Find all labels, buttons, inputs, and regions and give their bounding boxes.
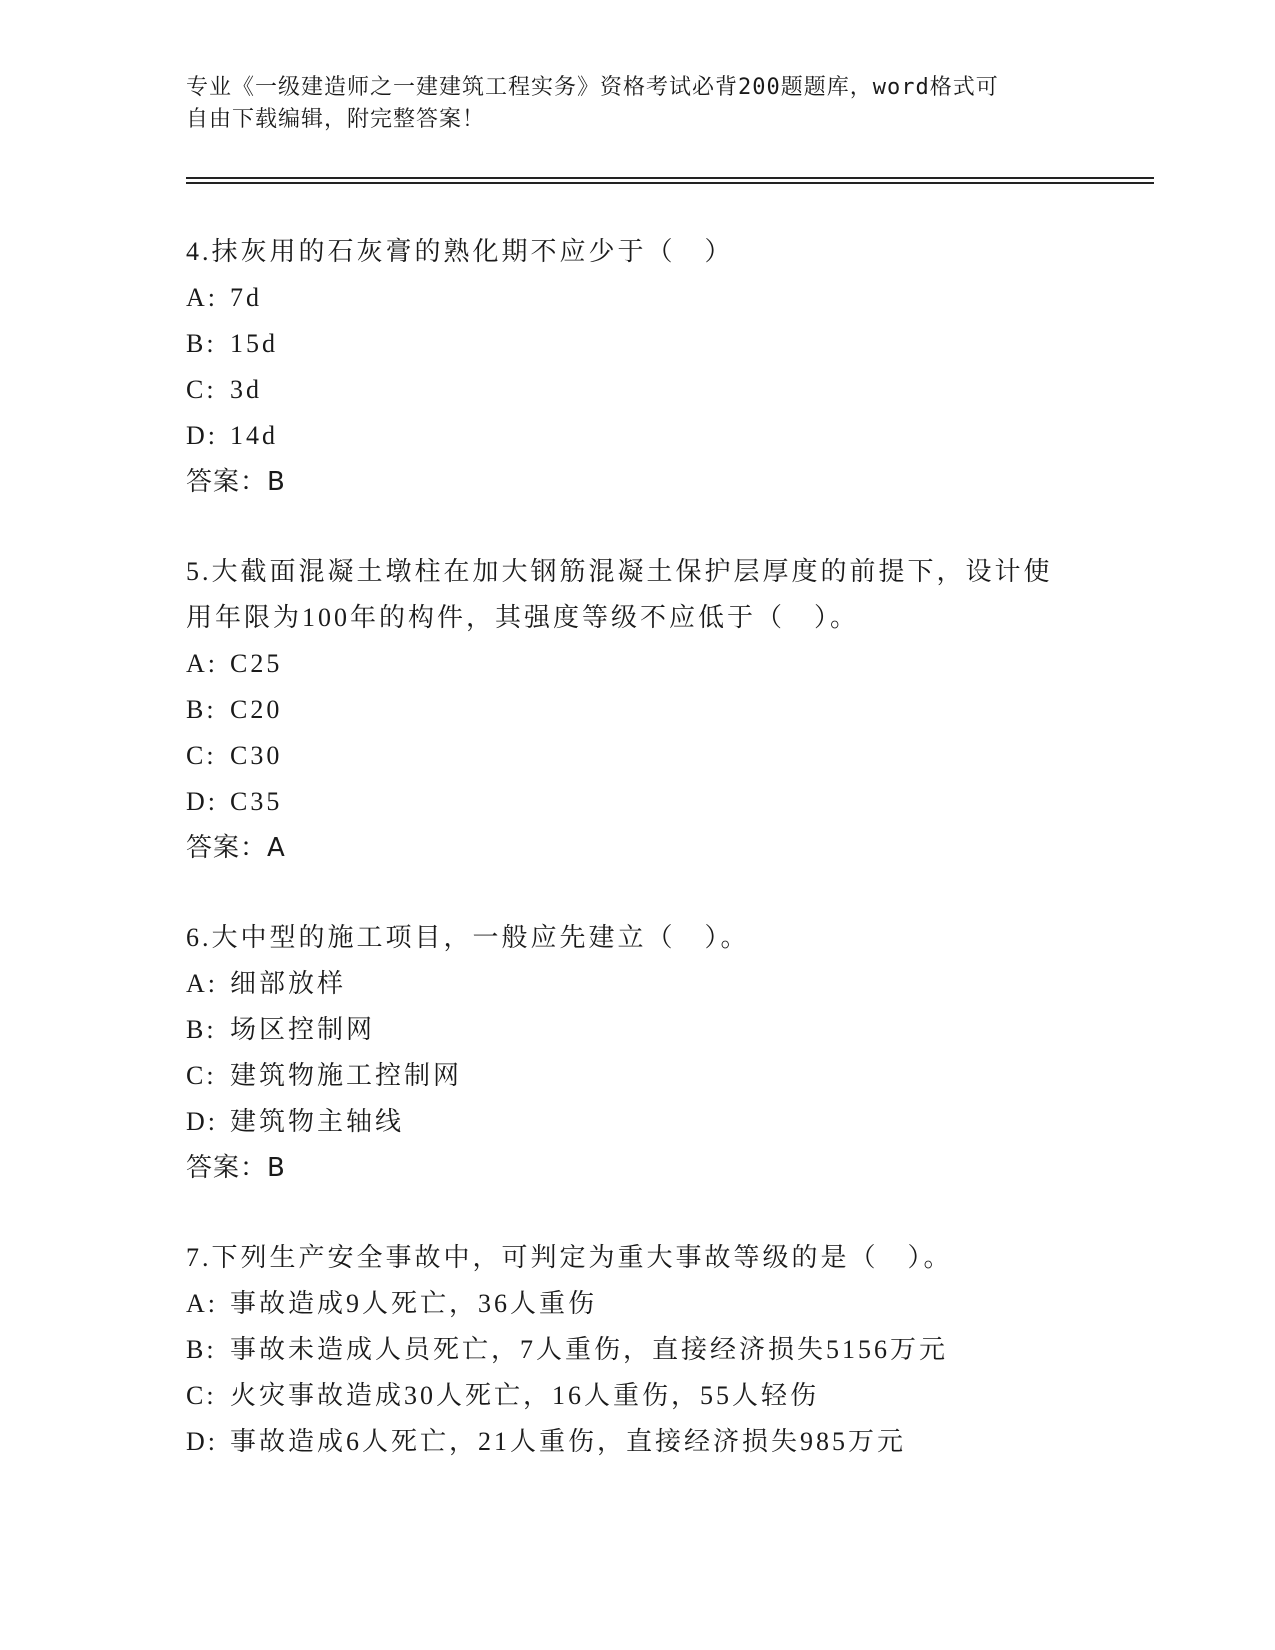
option-letter: B: xyxy=(186,1015,217,1044)
option-text: 事故造成6人死亡，21人重伤，直接经济损失985万元 xyxy=(230,1427,907,1456)
option-letter: D: xyxy=(186,421,218,450)
question-stem: 7.下列生产安全事故中，可判定为重大事故等级的是（ ）。 xyxy=(186,1243,953,1272)
option-letter: B: xyxy=(186,329,217,358)
option-letter: C: xyxy=(186,1061,217,1090)
option-letter: B: xyxy=(186,1335,217,1364)
option-text: 场区控制网 xyxy=(230,1015,376,1044)
header-line-1: 专业《一级建造师之一建建筑工程实务》资格考试必背200题题库，word格式可 xyxy=(186,75,999,100)
option-a xyxy=(186,275,1086,321)
option-letter: C: xyxy=(186,741,217,770)
option-letter: A: xyxy=(186,283,218,312)
question-stem: 6.大中型的施工项目，一般应先建立（ ）。 xyxy=(186,923,750,952)
option-text: C30 xyxy=(230,741,283,770)
option-letter: D: xyxy=(186,1107,218,1136)
option-text: 建筑物主轴线 xyxy=(230,1107,405,1136)
question-spacer xyxy=(186,1191,1086,1235)
option-text: 细部放样 xyxy=(230,969,347,998)
answer-line: 答案：B xyxy=(186,1153,286,1183)
option-text: C25 xyxy=(230,649,283,678)
option-text: 事故未造成人员死亡，7人重伤，直接经济损失5156万元 xyxy=(230,1335,949,1364)
question-list xyxy=(186,229,1086,1465)
answer-line: 答案：B xyxy=(186,467,286,497)
option-letter: D: xyxy=(186,1427,218,1456)
option-letter: A: xyxy=(186,649,218,678)
option-c xyxy=(186,1053,1086,1099)
option-a xyxy=(186,961,1086,1007)
option-d xyxy=(186,779,1086,825)
option-letter: C: xyxy=(186,375,217,404)
option-text: 火灾事故造成30人死亡，16人重伤，55人轻伤 xyxy=(230,1381,820,1410)
question-spacer xyxy=(186,505,1086,549)
document-header xyxy=(186,72,1086,136)
question-5 xyxy=(186,549,1086,871)
option-b xyxy=(186,1327,1086,1373)
question-7 xyxy=(186,1235,1086,1465)
option-text: C35 xyxy=(230,787,283,816)
option-letter: D: xyxy=(186,787,218,816)
option-text: C20 xyxy=(230,695,283,724)
option-text: 事故造成9人死亡，36人重伤 xyxy=(230,1289,598,1318)
option-text: 建筑物施工控制网 xyxy=(230,1061,463,1090)
question-stem-line-2: 用年限为100年的构件，其强度等级不应低于（ ）。 xyxy=(186,603,860,632)
option-c xyxy=(186,367,1086,413)
option-letter: A: xyxy=(186,1289,218,1318)
option-c xyxy=(186,733,1086,779)
option-a xyxy=(186,1281,1086,1327)
option-d xyxy=(186,413,1086,459)
option-d xyxy=(186,1099,1086,1145)
option-letter: A: xyxy=(186,969,218,998)
option-b xyxy=(186,687,1086,733)
option-b xyxy=(186,1007,1086,1053)
question-4 xyxy=(186,229,1086,505)
option-text: 3d xyxy=(230,375,262,404)
header-line-2: 自由下载编辑，附完整答案！ xyxy=(186,107,486,132)
question-spacer xyxy=(186,871,1086,915)
option-text: 7d xyxy=(230,283,262,312)
option-letter: B: xyxy=(186,695,217,724)
option-b xyxy=(186,321,1086,367)
option-c xyxy=(186,1373,1086,1419)
option-letter: C: xyxy=(186,1381,217,1410)
option-a xyxy=(186,641,1086,687)
option-text: 15d xyxy=(230,329,278,358)
option-text: 14d xyxy=(230,421,278,450)
header-rule-top xyxy=(186,177,1154,179)
option-d xyxy=(186,1419,1086,1465)
answer-line: 答案：A xyxy=(186,833,286,863)
question-stem-line-1: 5.大截面混凝土墩柱在加大钢筋混凝土保护层厚度的前提下，设计使 xyxy=(186,557,1053,586)
header-rule-bottom xyxy=(186,182,1154,184)
question-stem: 4.抹灰用的石灰膏的熟化期不应少于（ ） xyxy=(186,237,734,266)
question-6 xyxy=(186,915,1086,1191)
